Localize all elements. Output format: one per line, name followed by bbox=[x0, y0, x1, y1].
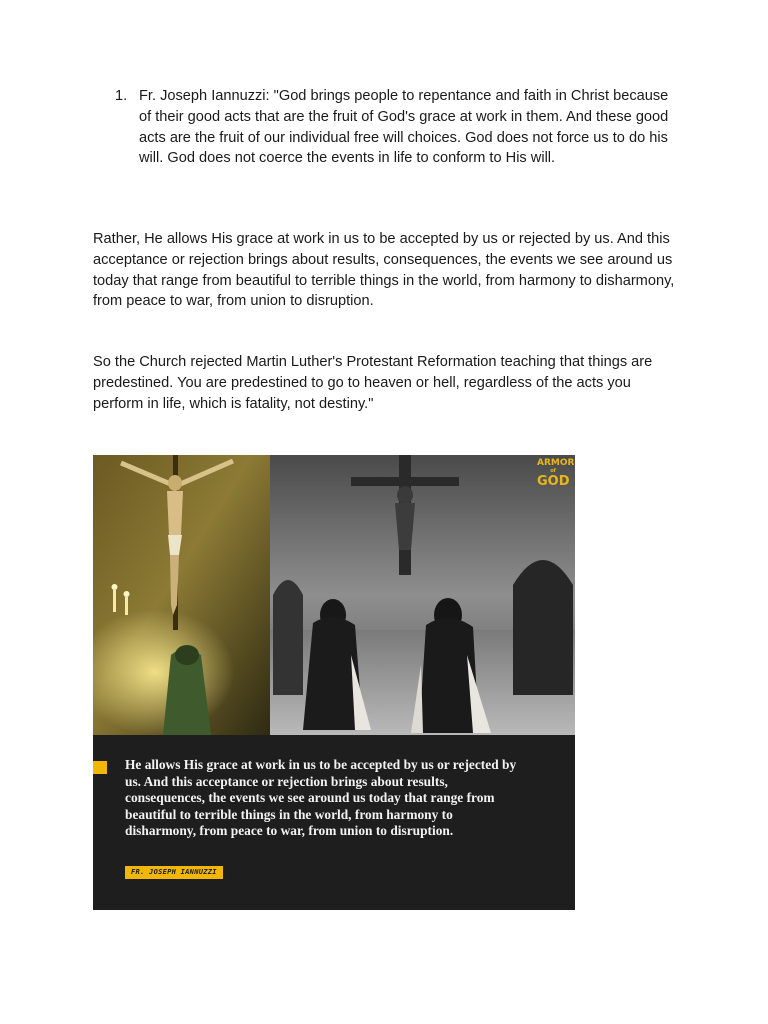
armor-of-god-logo bbox=[537, 458, 575, 489]
accent-marker bbox=[93, 761, 107, 774]
numbered-list-item bbox=[93, 86, 673, 169]
logo-text-bottom: GOD bbox=[537, 474, 570, 489]
logo-text-top: ARMOR bbox=[537, 458, 575, 468]
list-number: 1. bbox=[115, 88, 128, 104]
paragraph-grace: Rather, He allows His grace at work in us to be accepted by us or rejected by us. And this acceptance or rejection brings about results, consequences, the events we see around us today that range from beautiful to terrible things in the world, from harmony to disharmony, from peace to war, from union to disruption. bbox=[93, 231, 675, 310]
pull-quote: He allows His grace at work in us to be accepted by us or rejected by us. And this acceptance or rejection brings about results, consequences, the events we see around us today that range from beautiful to terrible things in the world, from harmony to disharmony, from peace to war, from union to disruption. bbox=[125, 757, 517, 838]
list-item-text: Fr. Joseph Iannuzzi: "God brings people to repentance and faith in Christ because of their good acts that are the fruit of God's grace at work in them. And these good acts are the fruit of our individual free will choices. God does not force us to do his will. God does not coerce the events in life to conform to His will. bbox=[139, 88, 669, 167]
paragraph-predestination: So the Church rejected Martin Luther's Protestant Reformation teaching that things are predestined. You are predestined to go to heaven or hell, regardless of the acts you perform in life, which is fatality, not destiny." bbox=[93, 354, 653, 412]
logo-text-mid: of bbox=[550, 468, 556, 474]
quote-graphic bbox=[93, 455, 575, 910]
quote-author-tag: FR. JOSEPH IANNUZZI bbox=[125, 866, 223, 879]
crucifix-nuns-photo bbox=[93, 455, 575, 735]
quote-caption-panel bbox=[93, 735, 575, 910]
